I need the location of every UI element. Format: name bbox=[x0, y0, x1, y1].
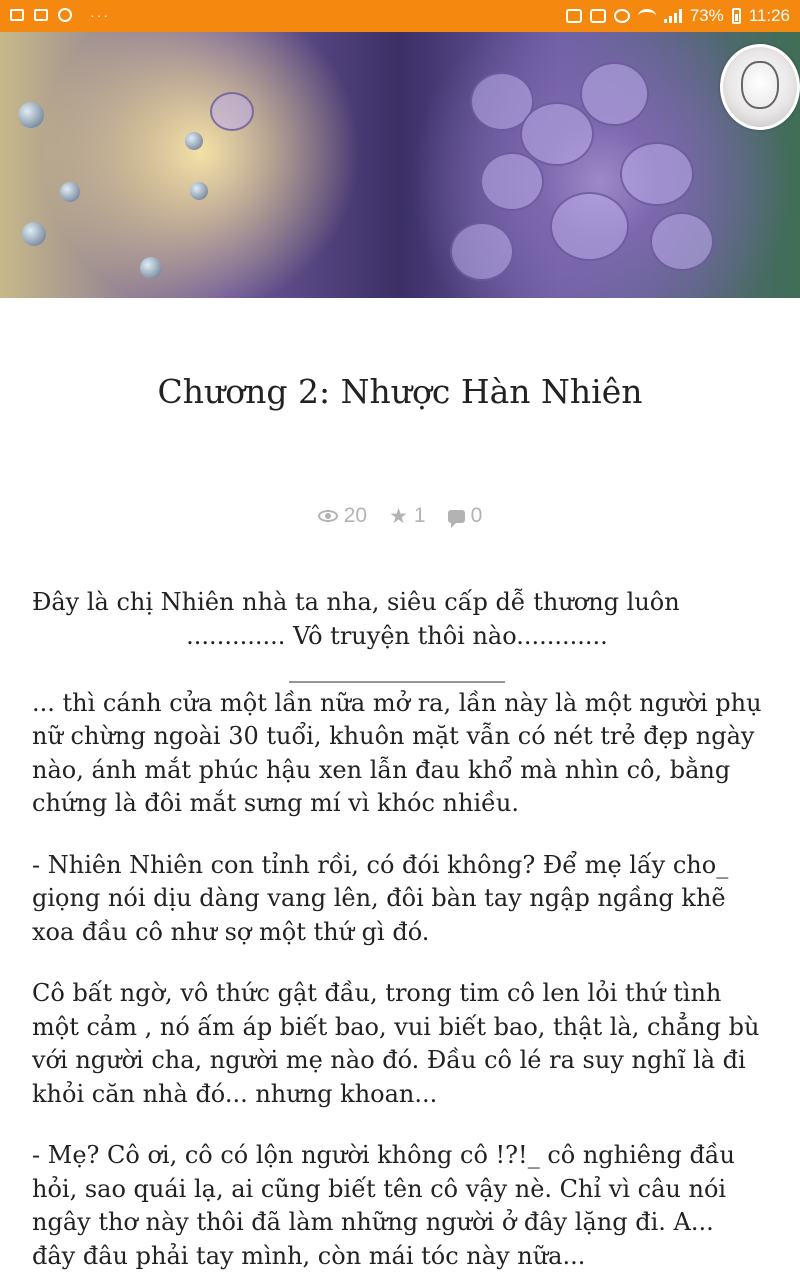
battery-icon bbox=[732, 8, 741, 24]
chapter-content bbox=[32, 586, 762, 1273]
gallery-icon bbox=[10, 9, 24, 21]
system-icons bbox=[566, 6, 790, 26]
comments-count: 0 bbox=[470, 504, 483, 527]
views-stat bbox=[318, 504, 367, 528]
chapter-title: Chương 2: Nhược Hàn Nhiên bbox=[157, 372, 643, 411]
paragraph: - Nhiên Nhiên con tỉnh rồi, có đói không? Để mẹ lấy cho_ giọng nói dịu dàng vang lên, đôi bàn tay ngập ngầng khẽ xoa đầu cô như sợ một thứ gì đó. bbox=[32, 850, 729, 946]
alarm-icon bbox=[614, 9, 630, 23]
lock-icon bbox=[566, 9, 582, 23]
votes-stat[interactable] bbox=[389, 504, 426, 528]
comments-stat[interactable] bbox=[448, 504, 483, 528]
paragraph: Đây là chị Nhiên nhà ta nha, siêu cấp dễ thương luôn bbox=[32, 588, 680, 616]
notification-icons bbox=[10, 7, 110, 23]
paragraph: ... thì cánh cửa một lần nữa mở ra, lần này là một người phụ nữ chừng ngoài 30 tuổi, khuôn mặt vẫn có nét trẻ đẹp ngày nào, ánh mắt phúc hậu xen lẫn đau khổ mà nhìn cô, bằng chứng là đôi mắt sưng mí vì khóc nhiều. bbox=[32, 688, 762, 817]
paragraph: Cô bất ngờ, vô thức gật đầu, trong tim cô len lỏi thứ tình một cảm , nó ấm áp biết bao, vui biết bao, thật là, chẳng bù với người cha, người mẹ nào đó. Đầu cô lé ra suy nghĩ là đi khỏi căn nhà đó... nhưng khoan... bbox=[32, 979, 760, 1108]
battery-percent: 73% bbox=[689, 6, 724, 25]
votes-count: 1 bbox=[413, 504, 426, 527]
star-icon: ★ bbox=[389, 504, 408, 528]
wifi-icon bbox=[638, 9, 656, 23]
image-icon bbox=[34, 9, 48, 21]
views-count: 20 bbox=[343, 504, 368, 527]
status-bar bbox=[0, 0, 800, 32]
author-avatar[interactable] bbox=[720, 44, 800, 130]
comment-icon bbox=[448, 510, 465, 523]
record-icon bbox=[58, 8, 72, 22]
clock: 11:26 bbox=[748, 6, 790, 25]
cast-icon bbox=[590, 9, 606, 23]
chapter-header-image bbox=[0, 32, 800, 298]
paragraph: - Mẹ? Cô ơi, cô có lộn người không cô !?!_ cô nghiêng đầu hỏi, sao quái lạ, ai cũng biết tên cô vậy nè. Chỉ vì câu nói ngây thơ này thôi đã làm những người ở đây lặng đi. A... đây đâu phải tay mình, còn mái tóc này nữa... bbox=[32, 1141, 735, 1270]
separator-line: __________________ bbox=[289, 655, 505, 683]
overflow-dots: ··· bbox=[90, 7, 110, 23]
chapter-stats bbox=[0, 504, 800, 528]
signal-icon bbox=[664, 9, 682, 23]
eye-icon bbox=[318, 510, 338, 522]
paragraph: ............. Vô truyện thôi nào............ bbox=[186, 621, 608, 650]
avatar-face bbox=[741, 61, 779, 109]
